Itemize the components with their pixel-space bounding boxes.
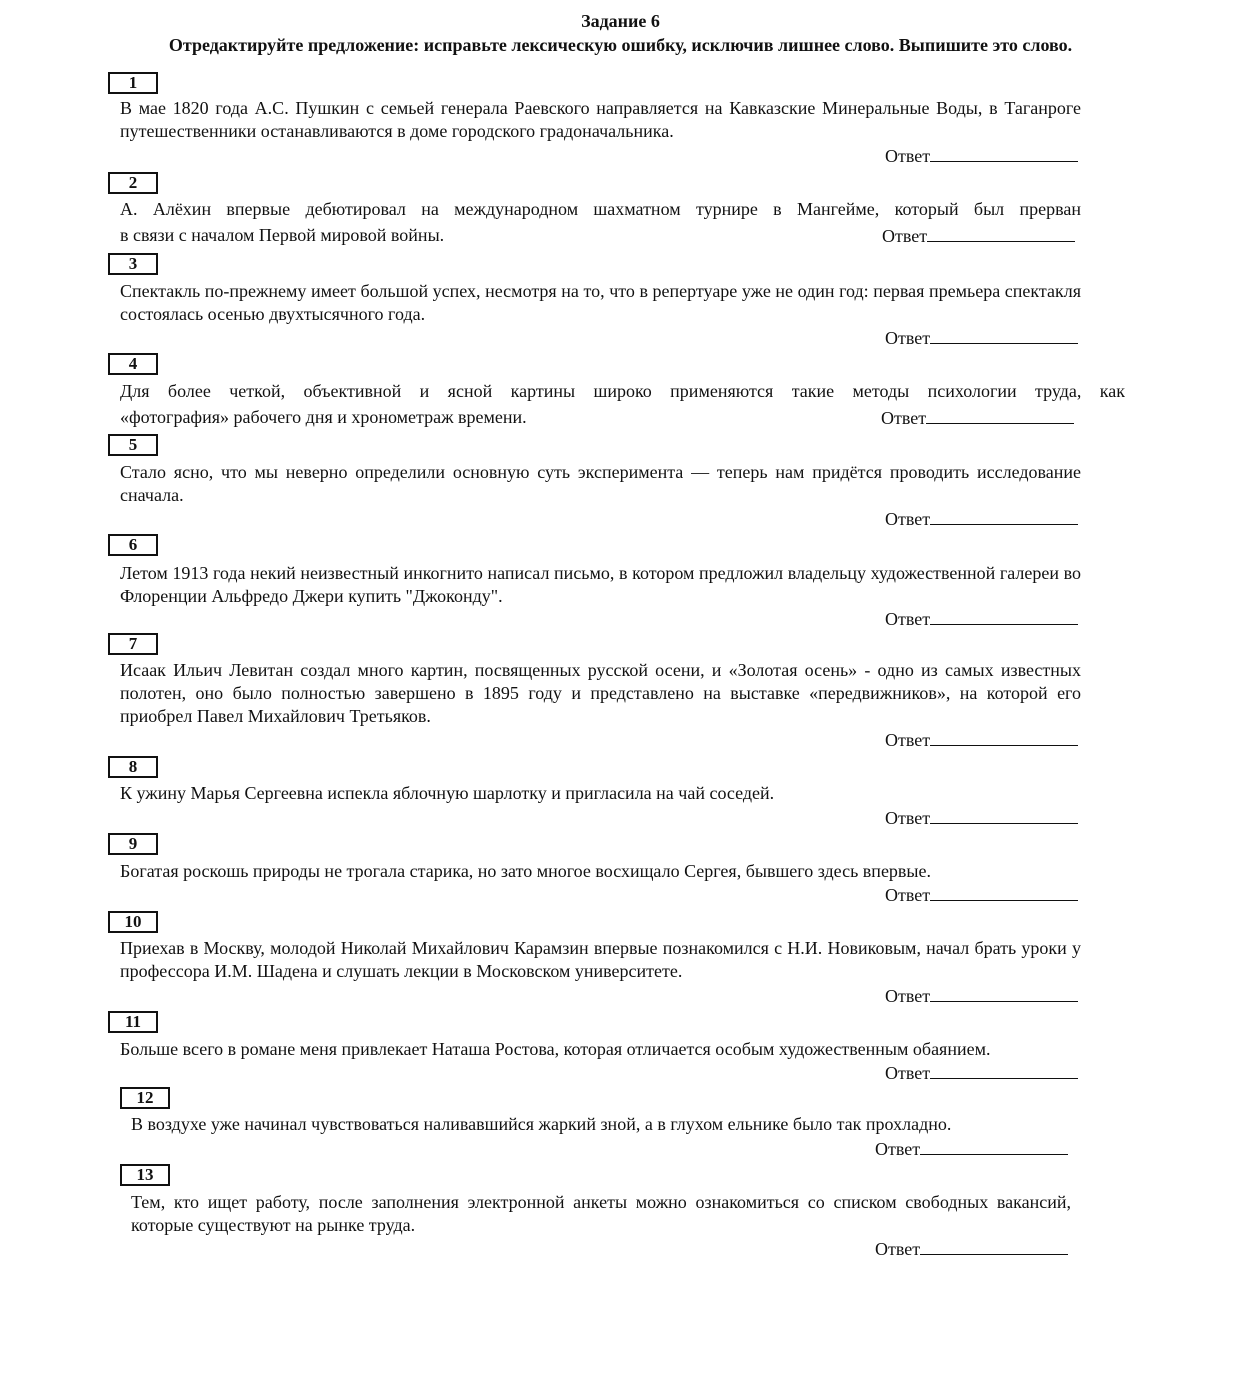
answer-label: Ответ [875,1239,921,1259]
answer-line[interactable] [930,985,1078,1002]
item-number: 3 [108,253,158,275]
item-sentence-line2: в связи с началом Первой мировой войны. [120,225,445,245]
answer-line[interactable] [930,729,1078,746]
answer-label: Ответ [881,408,927,428]
item-number: 10 [108,911,158,933]
item-sentence: Богатая роскошь природы не трогала старика, но зато многое восхищало Сергея, бывшего здесь впервые. [120,861,932,881]
item-sentence-line1: Для более четкой, объективной и ясной картины широко применяются такие методы психологии труда, как [120,381,1125,401]
item-sentence: Летом 1913 года некий неизвестный инкогнито написал письмо, в котором предложил владельцу художественной галереи во Флоренции Альфредо Джери купить "Джоконду". [120,563,1081,606]
answer-label: Ответ [885,328,931,348]
task-instruction: Отредактируйте предложение: исправьте лексическую ошибку, исключив лишнее слово. Выпишите это слово. [168,35,1073,55]
answer-field[interactable] [882,225,1075,246]
item-sentence: Приехав в Москву, молодой Николай Михайлович Карамзин впервые познакомился с Н.И. Новиковым, начал брать уроки у профессора И.М. Шадена и слушать лекции в Московском университете. [120,938,1081,981]
item-sentence: В воздухе уже начинал чувствоваться наливавшийся жаркий зной, а в глухом ельнике было так прохладно. [131,1114,952,1134]
answer-field[interactable] [885,145,1078,166]
answer-field[interactable] [885,608,1078,629]
item-number: 12 [120,1087,170,1109]
answer-line[interactable] [927,225,1075,242]
answer-line[interactable] [930,1062,1078,1079]
item-number: 5 [108,434,158,456]
item-number: 11 [108,1011,158,1033]
answer-label: Ответ [885,1063,931,1083]
item-number: 6 [108,534,158,556]
item-sentence-line2: «фотография» рабочего дня и хронометраж времени. [120,407,527,427]
answer-field[interactable] [881,407,1074,428]
answer-field[interactable] [875,1138,1068,1159]
item-number: 1 [108,72,158,94]
answer-label: Ответ [885,885,931,905]
item-sentence: Стало ясно, что мы неверно определили основную суть эксперимента — теперь нам придётся проводить исследование сначала. [120,462,1081,505]
answer-field[interactable] [885,985,1078,1006]
answer-label: Ответ [885,609,931,629]
answer-label: Ответ [885,509,931,529]
answer-field[interactable] [875,1238,1068,1259]
item-sentence-line1: А. Алёхин впервые дебютировал на международном шахматном турнире в Мангейме, который был прерван [120,199,1081,219]
answer-label: Ответ [885,808,931,828]
answer-line[interactable] [930,327,1078,344]
answer-field[interactable] [885,807,1078,828]
item-sentence: Спектакль по-прежнему имеет большой успех, несмотря на то, что в репертуаре уже не один год: первая премьера спектакля состоялась осенью двухтысячного года. [120,281,1081,324]
item-number: 9 [108,833,158,855]
answer-field[interactable] [885,1062,1078,1083]
answer-field[interactable] [885,884,1078,905]
answer-line[interactable] [920,1138,1068,1155]
answer-label: Ответ [885,146,931,166]
answer-line[interactable] [930,608,1078,625]
item-number: 13 [120,1164,170,1186]
item-number: 2 [108,172,158,194]
answer-line[interactable] [930,807,1078,824]
answer-field[interactable] [885,729,1078,750]
answer-field[interactable] [885,508,1078,529]
item-number: 8 [108,756,158,778]
item-sentence: К ужину Марья Сергеевна испекла яблочную шарлотку и пригласила на чай соседей. [120,783,775,803]
answer-label: Ответ [885,730,931,750]
answer-line[interactable] [920,1238,1068,1255]
item-sentence: Больше всего в романе меня привлекает Наташа Ростова, которая отличается особым художественным обаянием. [120,1039,991,1059]
item-sentence: Исаак Ильич Левитан создал много картин, посвященных русской осени, и «Золотая осень» - одно из самых известных полотен, оно было полностью завершено в 1895 году и представлено на выставке «передвижников», на которой его приобрел Павел Михайлович Третьяков. [120,660,1081,726]
answer-label: Ответ [875,1139,921,1159]
item-sentence: Тем, кто ищет работу, после заполнения электронной анкеты можно ознакомиться со списком свободных вакансий, которые существуют на рынке труда. [131,1192,1071,1235]
answer-line[interactable] [930,508,1078,525]
answer-line[interactable] [926,407,1074,424]
answer-line[interactable] [930,145,1078,162]
item-number: 7 [108,633,158,655]
answer-label: Ответ [882,226,928,246]
answer-label: Ответ [885,986,931,1006]
task-title: Задание 6 [581,11,660,31]
item-sentence: В мае 1820 года А.С. Пушкин с семьей генерала Раевского направляется на Кавказские Минеральные Воды, в Таганроге путешественники останавливаются в доме городского градоначальника. [120,98,1081,141]
answer-field[interactable] [885,327,1078,348]
answer-line[interactable] [930,884,1078,901]
item-number: 4 [108,353,158,375]
